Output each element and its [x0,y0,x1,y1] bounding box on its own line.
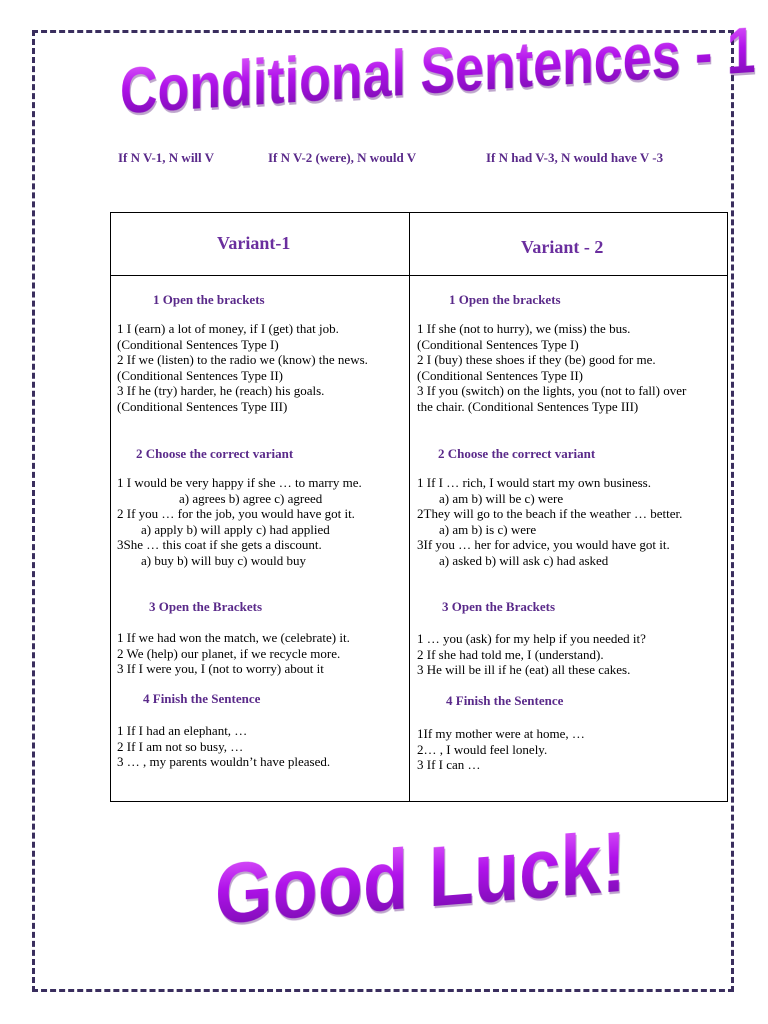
answer-options: a) asked b) will ask c) had asked [439,552,609,568]
good-luck-banner: Good Luck! [215,813,627,943]
exercise-line: 2 We (help) our planet, if we recycle more. [117,645,341,661]
exercise-line: 2 If I am not so busy, … [117,738,244,754]
formula-first-conditional: If N V-1, N will V [118,150,215,165]
v2-section-4-items [417,726,585,773]
formula-row [0,150,768,170]
column-divider [409,213,410,801]
exercise-line: 1 … you (ask) for my help if you needed it? [417,631,646,646]
exercise-line: 1 If we had won the match, we (celebrate) it. [117,630,350,645]
v2-section-1-items [417,321,686,414]
exercise-line: 2They will go to the beach if the weather … better. [417,506,683,521]
v1-section-3-items [117,630,350,677]
exercise-line: 2 If you … for the job, you would have got it. [117,506,355,521]
exercise-line: 1 I would be very happy if she … to marry me. [117,475,362,490]
answer-options: a) apply b) will apply c) had applied [141,521,330,537]
exercise-line: 3If you … her for advice, you would have got it. [417,537,670,552]
v2-section-2-title: 2 Choose the correct variant [438,446,596,461]
v1-section-1-items [117,321,368,414]
answer-options: a) agrees b) agree c) agreed [179,490,323,506]
exercise-line: (Conditional Sentences Type II) [117,367,284,383]
answer-options: a) am b) will be c) were [439,490,564,506]
exercise-line: (Conditional Sentences Type I) [117,336,279,352]
v1-section-1-title: 1 Open the brackets [153,292,265,307]
exercise-table [110,212,728,802]
answer-options: a) am b) is c) were [439,521,537,537]
exercise-line: (Conditional Sentences Type II) [417,367,584,383]
v2-section-1-title: 1 Open the brackets [449,292,561,307]
exercise-line: 2 If she had told me, I (understand). [417,646,604,662]
exercise-line: 3 He will be ill if he (eat) all these cakes. [417,662,631,677]
exercise-line: 1 If I had an elephant, … [117,723,248,738]
exercise-line: 3 If I can … [417,757,481,772]
formula-second-conditional: If N V-2 (were), N would V [268,150,417,165]
exercise-line: 1 If I … rich, I would start my own business. [417,475,651,490]
exercise-line: 3 … , my parents wouldn’t have pleased. [117,754,331,769]
exercise-line: 3She … this coat if she gets a discount. [117,537,322,552]
header-divider [111,275,727,276]
exercise-line: 2… , I would feel lonely. [417,741,548,757]
v1-section-4-items [117,723,330,770]
exercise-line: 3 If I were you, I (not to worry) about it [117,661,324,676]
page-title: Conditional Sentences - 1 [120,14,756,129]
v2-section-3-items [417,631,646,678]
v1-section-2-items [117,475,362,568]
v2-section-2-items [417,475,682,568]
answer-options: a) buy b) will buy c) would buy [141,552,307,568]
exercise-line: (Conditional Sentences Type I) [417,336,579,352]
v1-section-3-title: 3 Open the Brackets [149,599,263,614]
exercise-line: the chair. (Conditional Sentences Type III) [417,398,639,414]
v1-section-4-title: 4 Finish the Sentence [143,691,261,706]
v2-section-4-title: 4 Finish the Sentence [446,693,564,708]
exercise-line: 3 If he (try) harder, he (reach) his goals. [117,383,325,398]
formula-third-conditional: If N had V-3, N would have V -3 [486,150,664,165]
variant-2-heading: Variant - 2 [521,237,604,257]
exercise-line: 1 If she (not to hurry), we (miss) the bus. [417,321,631,336]
v2-section-3-title: 3 Open the Brackets [442,599,556,614]
exercise-line: 1 I (earn) a lot of money, if I (get) that job. [117,321,339,336]
exercise-line: 2 I (buy) these shoes if they (be) good for me. [417,352,656,367]
variant-1-heading: Variant-1 [217,233,291,253]
exercise-line: 2 If we (listen) to the radio we (know) the news. [117,352,368,367]
v1-section-2-title: 2 Choose the correct variant [136,446,294,461]
exercise-line: 3 If you (switch) on the lights, you (not to fall) over [417,383,687,398]
exercise-line: 1If my mother were at home, … [417,726,585,741]
exercise-line: (Conditional Sentences Type III) [117,398,288,414]
